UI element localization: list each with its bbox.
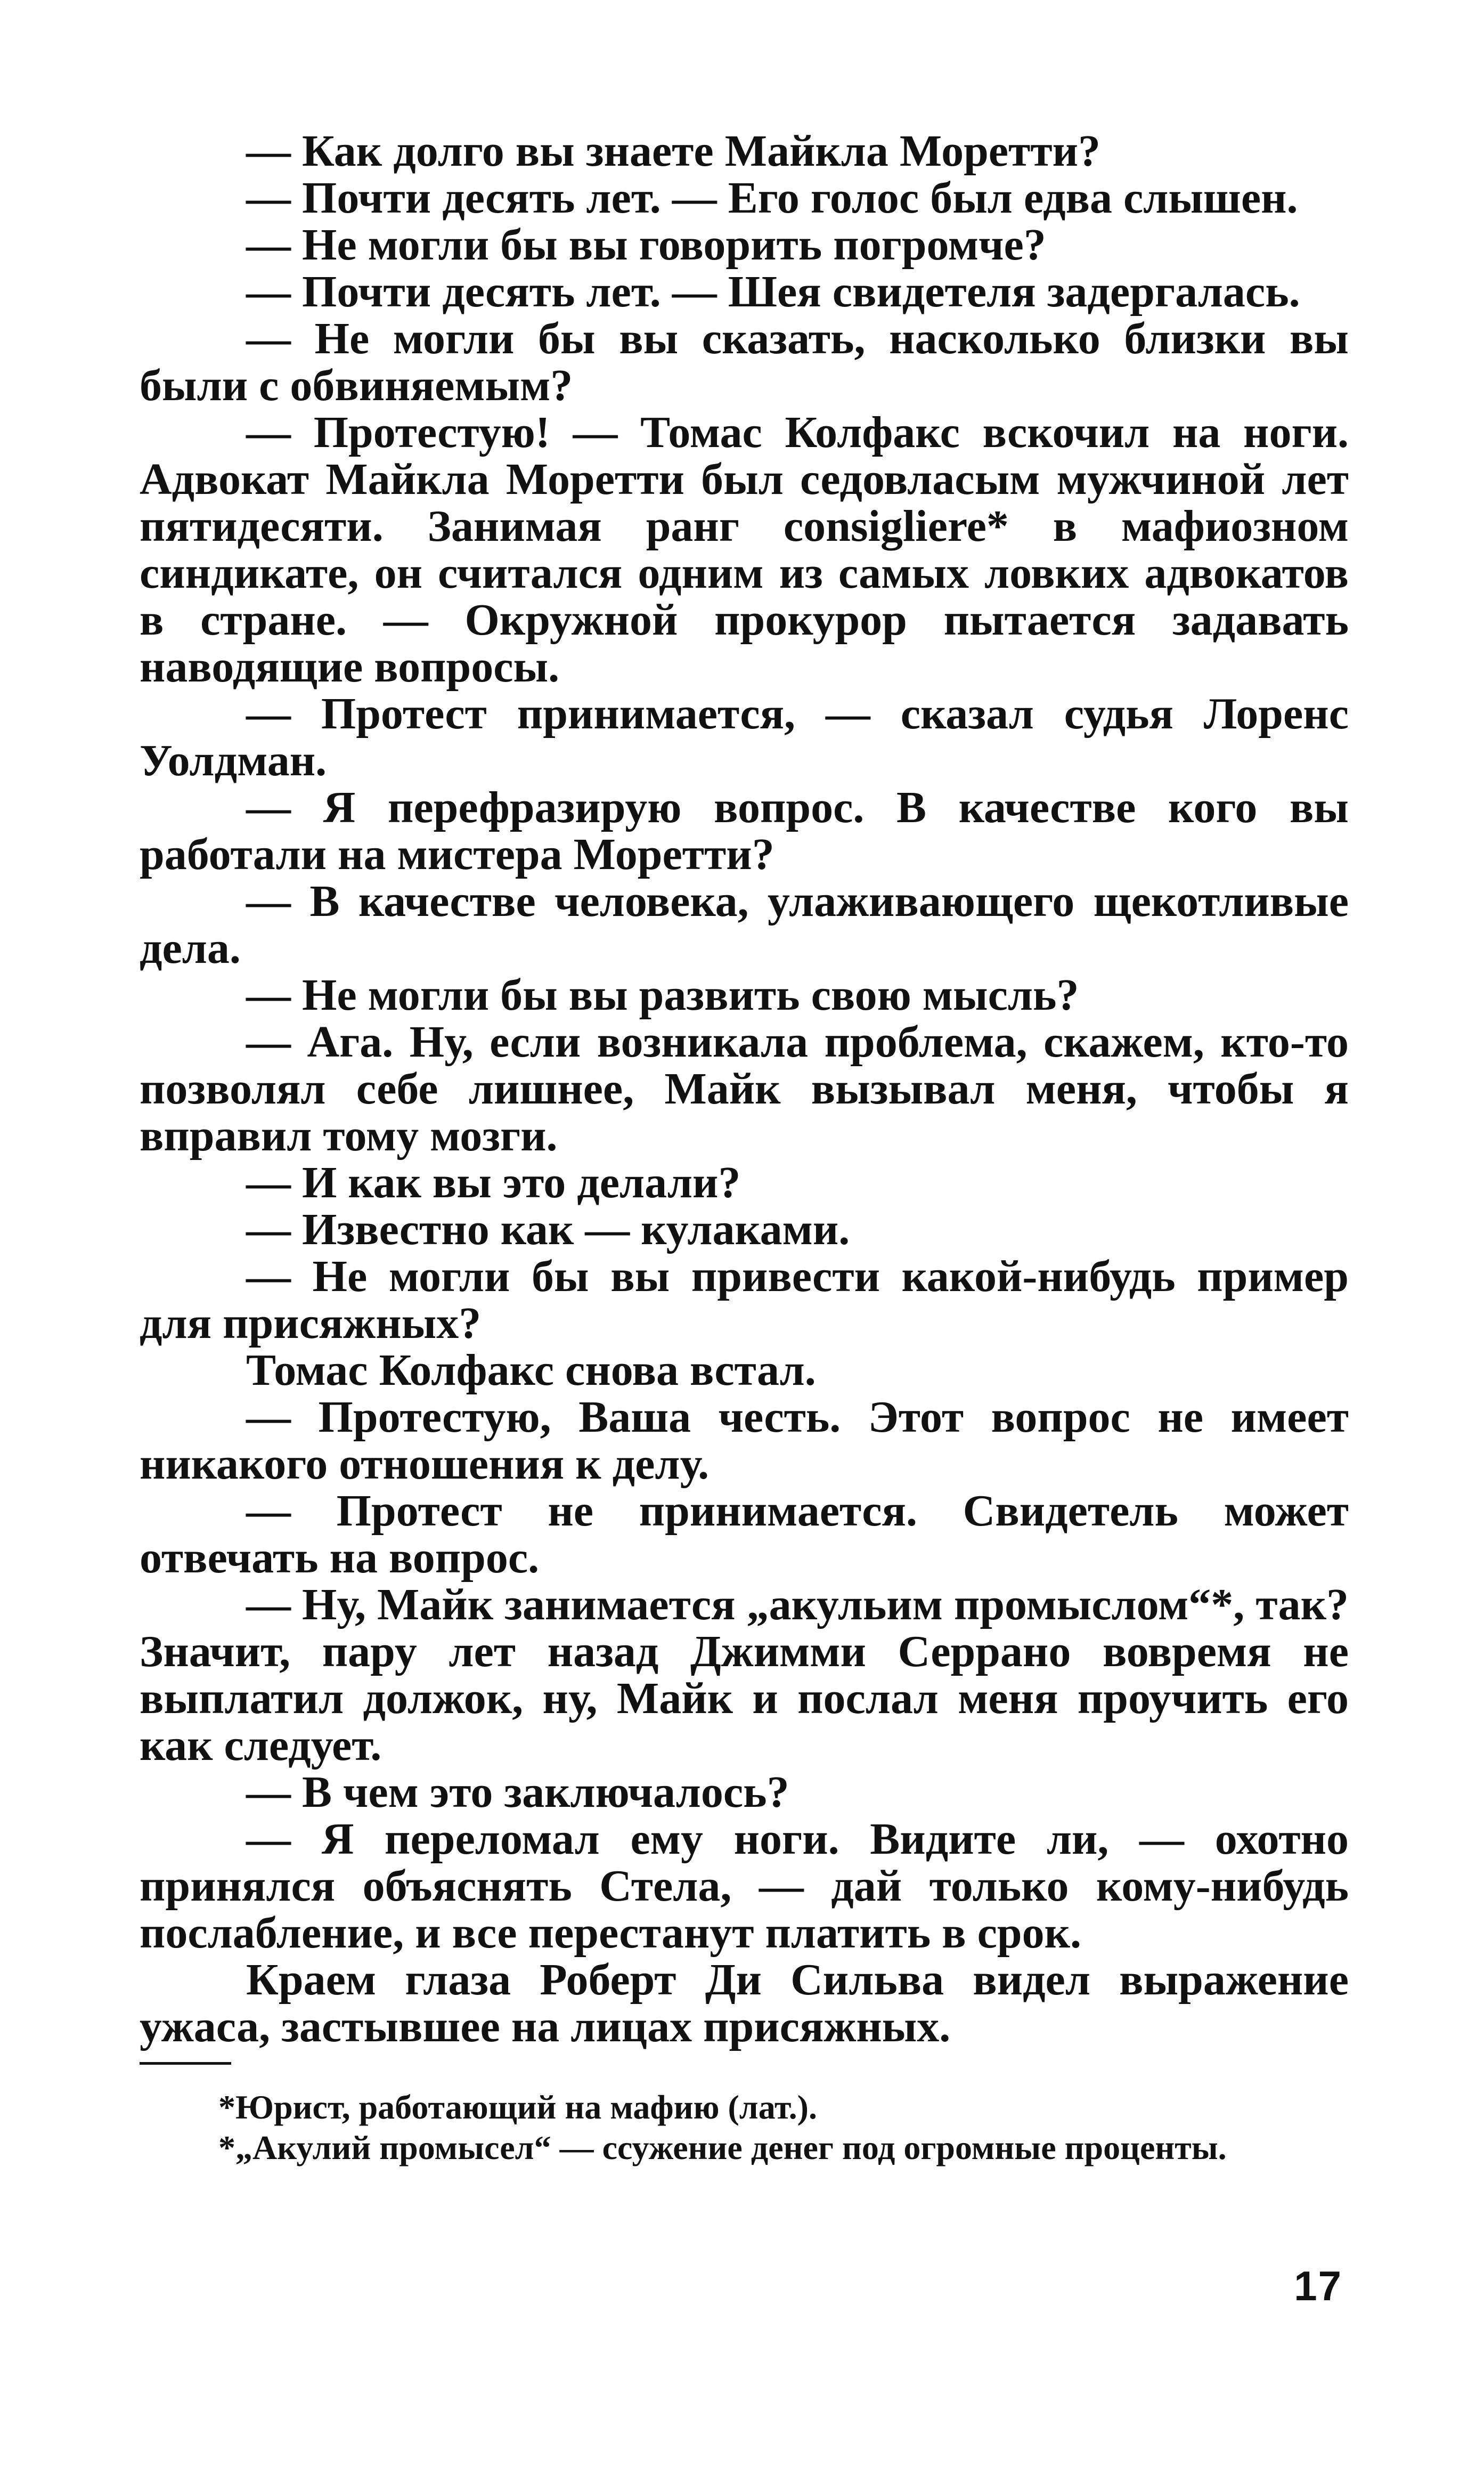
paragraph: — Почти десять лет. — Его голос был едва слышен. xyxy=(246,173,1298,223)
paragraph: — Протест принимается, — сказал судья Лоренс Уолдман. xyxy=(140,689,1349,785)
paragraph: — Протестую! — Томас Колфакс вскочил на ноги. Адвокат Майкла Моретти был седовласым мужчиной лет пятидесяти. Занимая ранг consigliere* в мафиозном синдикате, он считался одним из самых ловких адвокатов в стране. — Окружной прокурор пытается задавать наводящие вопросы. xyxy=(140,408,1349,692)
paragraph: — Не могли бы вы развить свою мысль? xyxy=(246,970,1079,1020)
footnote-divider xyxy=(140,2062,231,2065)
paragraph: — Ну, Майк занимается „акульим промыслом“*, так? Значит, пару лет назад Джимми Серрано вовремя не выплатил должок, ну, Майк и послал меня проучить его как следует. xyxy=(140,1580,1349,1770)
paragraph: — И как вы это делали? xyxy=(246,1158,741,1207)
paragraph: — Протестую, Ваша честь. Этот вопрос не имеет никакого отношения к делу. xyxy=(140,1392,1349,1489)
paragraph: — В качестве человека, улаживающего щекотливые дела. xyxy=(140,877,1349,973)
paragraph: — Я переломал ему ноги. Видите ли, — охотно принялся объяснять Стела, — дай только кому-нибудь послабление, и все перестанут платить в срок. xyxy=(140,1814,1349,1958)
paragraph: — Не могли бы вы привести какой-нибудь пример для присяжных? xyxy=(140,1252,1349,1348)
footnote: *Юрист, работающий на мафию (лат.). xyxy=(218,2088,817,2126)
main-text xyxy=(140,128,1349,2050)
paragraph: — Как долго вы знаете Майкла Моретти? xyxy=(246,126,1100,176)
paragraph: — Известно как — кулаками. xyxy=(246,1205,850,1254)
paragraph: — Не могли бы вы говорить погромче? xyxy=(246,220,1046,270)
footnotes xyxy=(140,2089,1349,2166)
paragraph: — Почти десять лет. — Шея свидетеля задергалась. xyxy=(246,267,1300,317)
footnote: *„Акулий промысел“ — ссужение денег под огромные проценты. xyxy=(218,2129,1227,2166)
page-number: 17 xyxy=(1294,2262,1342,2309)
paragraph: — Ага. Ну, если возникала проблема, скажем, кто-то позволял себе лишнее, Майк вызывал меня, чтобы я вправил тому мозги. xyxy=(140,1017,1349,1161)
book-page xyxy=(140,128,1349,2419)
paragraph: — Не могли бы вы сказать, насколько близки вы были с обвиняемым? xyxy=(140,314,1349,410)
paragraph: — Я перефразирую вопрос. В качестве кого вы работали на мистера Моретти? xyxy=(140,783,1349,879)
paragraph: — Протест не принимается. Свидетель может отвечать на вопрос. xyxy=(140,1486,1349,1583)
paragraph: — В чем это заключалось? xyxy=(246,1767,789,1817)
paragraph: Томас Колфакс снова встал. xyxy=(246,1345,816,1395)
paragraph: Краем глаза Роберт Ди Сильва видел выражение ужаса, застывшее на лицах присяжных. xyxy=(140,1955,1349,2051)
